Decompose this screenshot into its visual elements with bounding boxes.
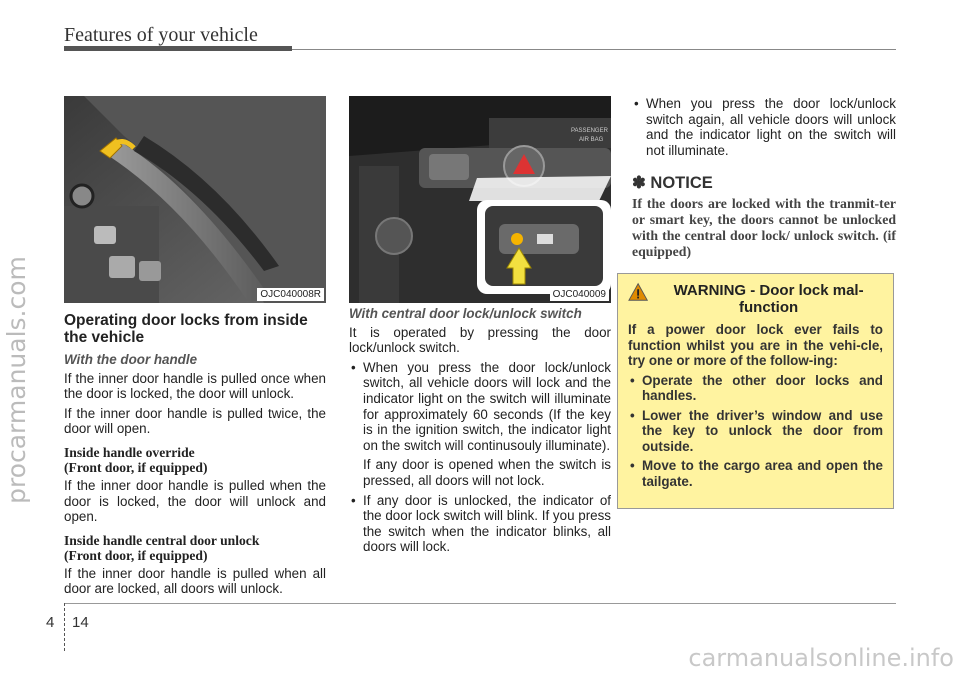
paragraph: If the inner door handle is pulled when the door is locked, the door will unlock and open. <box>64 477 326 525</box>
list-item <box>632 96 896 158</box>
list-item-text: When you press the door lock/unlock switch, all vehicle doors will lock and the indicator light on the switch will illuminate for approximately 60 seconds (If the key is in the ignition switch, the indicator light on the switch will continusouly illuminate). <box>363 359 611 453</box>
warning-list <box>628 373 883 490</box>
section-heading: Operating door locks from inside the vehicle <box>64 312 308 346</box>
subheading-line: (Front door, if equipped) <box>64 459 208 475</box>
subheading-central-unlock <box>64 533 326 563</box>
paragraph: If the inner door handle is pulled twice, the door will open. <box>64 405 326 437</box>
central-lock-switch-photo <box>349 96 611 303</box>
page-header-title: Features of your vehicle <box>64 24 258 46</box>
door-handle-photo <box>64 96 326 303</box>
side-watermark: procarmanuals.com <box>2 256 31 504</box>
page-number-divider <box>64 603 66 651</box>
list-item-text: Lower the driver’s window and use the key to unlock the door from outside. <box>642 407 883 454</box>
list-item <box>628 458 883 489</box>
list-item <box>349 493 611 555</box>
list-item-continuation: If any door is opened when the switch is pressed, all doors will not lock. <box>363 457 611 488</box>
list-item-text: When you press the door lock/unlock switch again, all vehicle doors will unlock and the indicator light on the switch will not illuminate. <box>646 96 896 158</box>
subheading-door-handle: With the door handle <box>64 352 198 367</box>
panel-text: PASSENGER <box>571 128 608 134</box>
list-item-text: If any door is unlocked, the indicator of the door lock switch will blink. If you press the switch when the indicator blinks, all doors will lock. <box>363 492 611 555</box>
subheading-override <box>64 445 326 475</box>
column-right <box>632 96 896 260</box>
subheading-central-switch: With central door lock/unlock switch <box>349 306 582 321</box>
subheading-line: Inside handle override <box>64 444 195 460</box>
list-item <box>628 373 883 404</box>
footer-rule <box>64 603 896 604</box>
warning-intro: If a power door lock ever fails to function whilst you are in the vehi-cle, try one or more of the follow-ing: <box>628 322 883 368</box>
notice-body: If the doors are locked with the tranmit-ter or smart key, the doors cannot be unlocked with the central door lock/ unlock switch. (if equipped) <box>632 195 896 259</box>
list-item <box>628 408 883 455</box>
list-item <box>349 360 611 489</box>
footer-watermark: carmanualsonline.info <box>688 644 954 672</box>
header-rule <box>64 46 292 51</box>
chapter-number: 4 <box>46 614 55 631</box>
list-item-text: Move to the cargo area and open the tailgate. <box>642 458 883 489</box>
bullet-list <box>349 360 611 555</box>
column-left <box>64 308 326 601</box>
header-rule-thin <box>292 49 896 50</box>
subheading-line: (Front door, if equipped) <box>64 547 208 563</box>
warning-title: - Door lock mal-function <box>739 282 864 316</box>
paragraph: If the inner door handle is pulled once when the door is locked, the door will unlock. <box>64 370 326 402</box>
panel-text-2: AIR BAG <box>579 137 604 143</box>
subheading-line: Inside handle central door unlock <box>64 532 260 548</box>
figure-caption: OJC040008R <box>257 288 324 301</box>
column-middle <box>349 306 611 559</box>
warning-triangle-icon <box>628 282 648 302</box>
warning-heading <box>628 282 883 316</box>
notice-title: ✽ NOTICE <box>632 174 713 193</box>
figure-caption: OJC040009 <box>550 288 609 301</box>
paragraph: It is operated by pressing the door lock/unlock switch. <box>349 324 611 356</box>
warning-box <box>617 273 894 509</box>
bullet-list <box>632 96 896 158</box>
paragraph: If the inner door handle is pulled when all door are locked, all doors will unlock. <box>64 565 326 597</box>
list-item-text: Operate the other door locks and handles. <box>642 372 883 403</box>
warning-label: WARNING <box>673 282 747 299</box>
page-number: 14 <box>72 614 89 631</box>
